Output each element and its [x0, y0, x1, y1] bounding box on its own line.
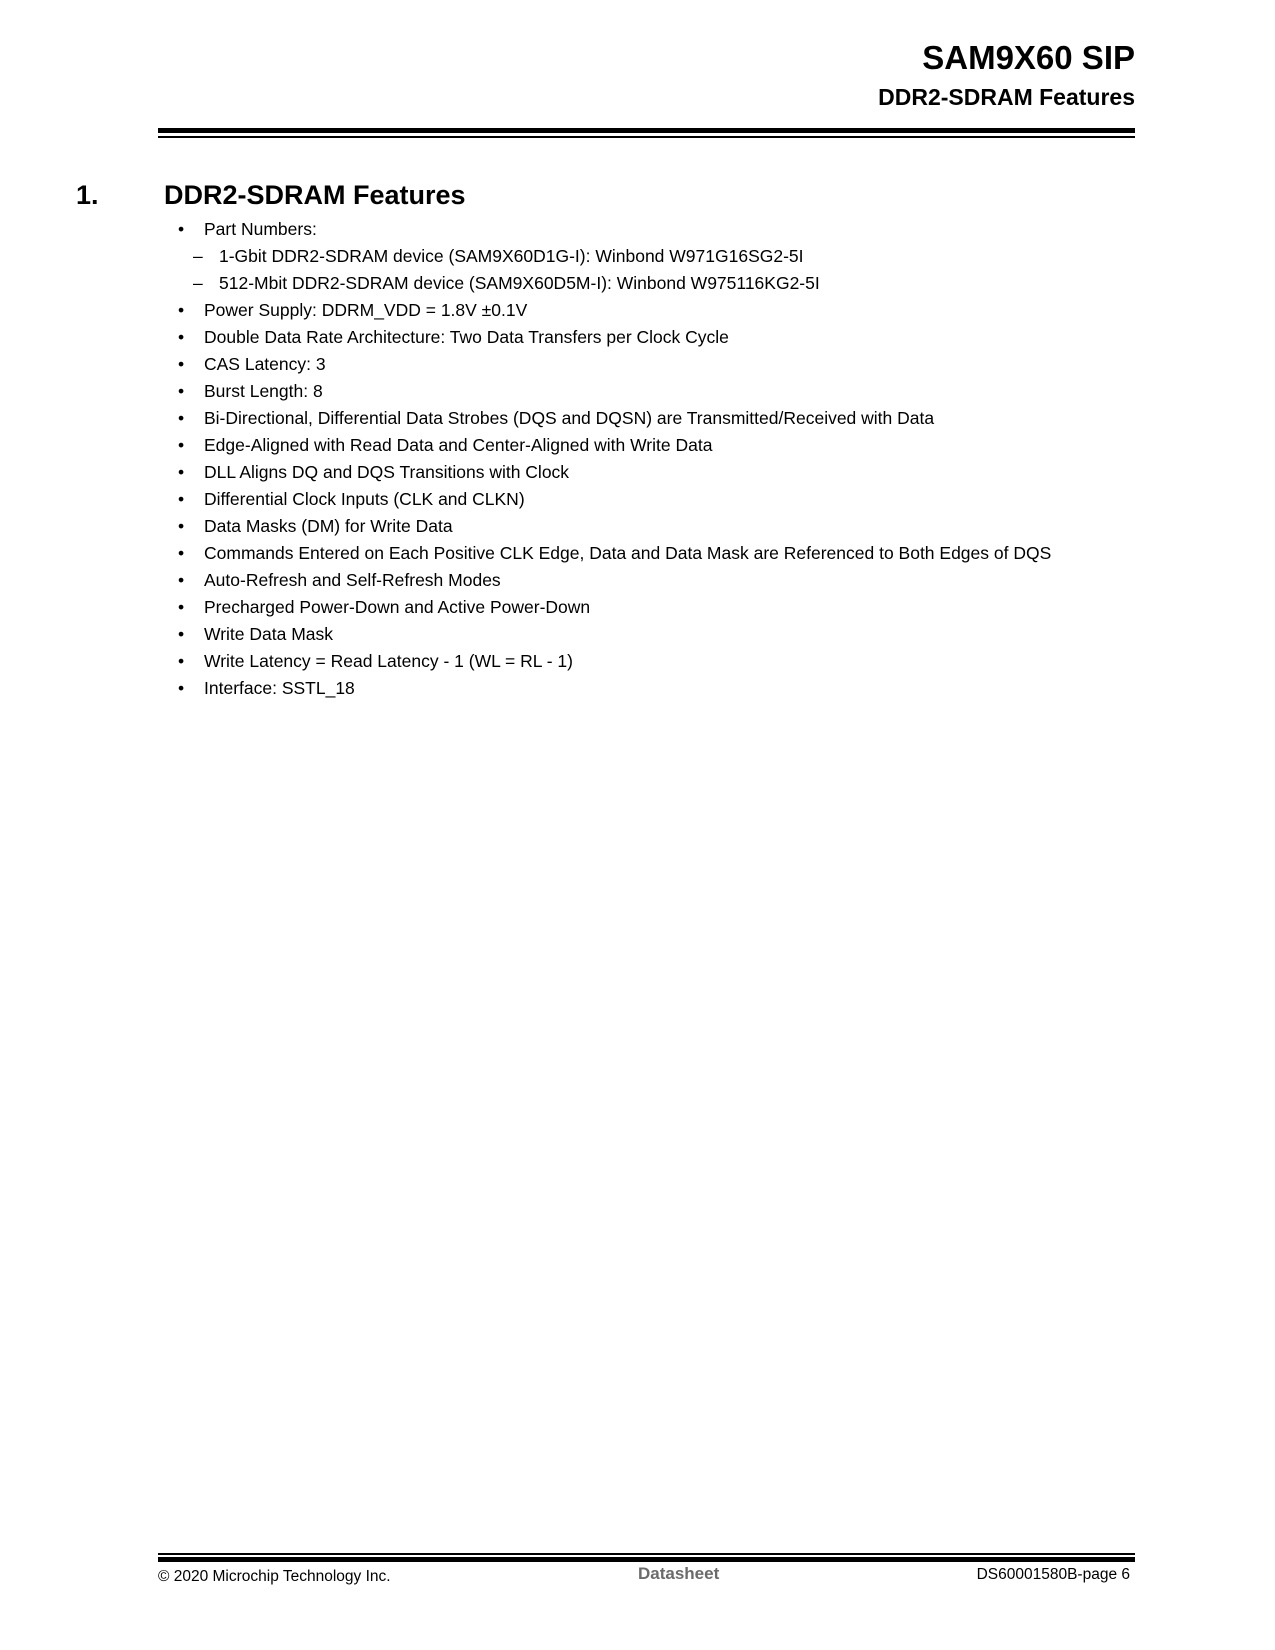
sub-list-item-text: 1-Gbit DDR2-SDRAM device (SAM9X60D1G-I): Winbond W971G16SG2-5I — [219, 246, 804, 266]
bullet-icon: • — [178, 651, 185, 671]
list-item — [178, 351, 1176, 378]
bullet-icon: • — [178, 516, 185, 536]
list-item — [178, 621, 1176, 648]
document-title: SAM9X60 SIP — [922, 39, 1135, 76]
list-item — [178, 324, 1176, 351]
bullet-icon: • — [178, 435, 185, 455]
list-item — [178, 297, 1176, 324]
footer-rule-thin — [158, 1553, 1135, 1555]
list-item-text: Power Supply: DDRM_VDD = 1.8V ±0.1V — [204, 300, 528, 320]
bullet-icon: • — [178, 489, 185, 509]
list-item-text: Differential Clock Inputs (CLK and CLKN) — [204, 489, 525, 509]
bullet-icon: • — [178, 543, 185, 563]
list-item-text: Write Latency = Read Latency - 1 (WL = RL - 1) — [204, 651, 573, 671]
sub-list-item-text: 512-Mbit DDR2-SDRAM device (SAM9X60D5M-I): Winbond W975116KG2-5I — [219, 273, 820, 293]
footer-rule-thick — [158, 1557, 1135, 1562]
bullet-icon: • — [178, 300, 185, 320]
section-number: 1. — [76, 180, 99, 210]
section-ddr2-features — [76, 178, 1176, 702]
bullet-icon: • — [178, 327, 185, 347]
list-item-text: Double Data Rate Architecture: Two Data Transfers per Clock Cycle — [204, 327, 729, 347]
page-header — [878, 38, 1135, 112]
bullet-icon: • — [178, 678, 185, 698]
bullet-icon: • — [178, 624, 185, 644]
bullet-icon: • — [178, 408, 185, 428]
bullet-icon: • — [178, 462, 185, 482]
sub-list-item — [193, 243, 1176, 270]
header-rule-thick — [158, 128, 1135, 133]
list-item-text: Interface: SSTL_18 — [204, 678, 355, 698]
list-item — [178, 378, 1176, 405]
list-item-text: Precharged Power-Down and Active Power-Down — [204, 597, 591, 617]
list-item — [178, 486, 1176, 513]
document-subtitle: DDR2-SDRAM Features — [878, 84, 1135, 110]
dash-icon: – — [193, 246, 203, 266]
list-item — [178, 216, 1176, 243]
list-item — [178, 540, 1176, 567]
bullet-icon: • — [178, 597, 185, 617]
list-item-text: Auto-Refresh and Self-Refresh Modes — [204, 570, 501, 590]
list-item-text: Commands Entered on Each Positive CLK Edge, Data and Data Mask are Referenced to Both Edges of DQS — [204, 543, 1052, 563]
header-rule-thin — [158, 136, 1135, 138]
footer-page-number: DS60001580B-page 6 — [976, 1566, 1130, 1583]
bullet-icon: • — [178, 570, 185, 590]
list-item-text: Bi-Directional, Differential Data Strobes (DQS and DQSN) are Transmitted/Received with Data — [204, 408, 935, 428]
list-item — [178, 513, 1176, 540]
bullet-icon: • — [178, 219, 185, 239]
list-item — [178, 432, 1176, 459]
section-heading — [76, 178, 1176, 212]
list-item-text: Data Masks (DM) for Write Data — [204, 516, 453, 536]
list-item — [178, 459, 1176, 486]
list-item — [178, 648, 1176, 675]
list-item-text: DLL Aligns DQ and DQS Transitions with Clock — [204, 462, 570, 482]
bullet-icon: • — [178, 354, 185, 374]
list-item — [178, 405, 1176, 432]
list-item-text: Burst Length: 8 — [204, 381, 323, 401]
bullet-icon: • — [178, 381, 185, 401]
sub-list — [178, 243, 1176, 297]
dash-icon: – — [193, 273, 203, 293]
list-item-text: Part Numbers: — [204, 219, 317, 239]
footer-copyright: © 2020 Microchip Technology Inc. — [158, 1568, 391, 1585]
feature-list — [76, 216, 1176, 702]
list-item — [178, 594, 1176, 621]
section-title: DDR2-SDRAM Features — [164, 180, 466, 210]
footer-doc-type: Datasheet — [638, 1564, 720, 1583]
list-item — [178, 567, 1176, 594]
list-item-text: Edge-Aligned with Read Data and Center-Aligned with Write Data — [204, 435, 713, 455]
list-item — [178, 675, 1176, 702]
list-item-text: Write Data Mask — [204, 624, 334, 644]
list-item-text: CAS Latency: 3 — [204, 354, 326, 374]
sub-list-item — [193, 270, 1176, 297]
